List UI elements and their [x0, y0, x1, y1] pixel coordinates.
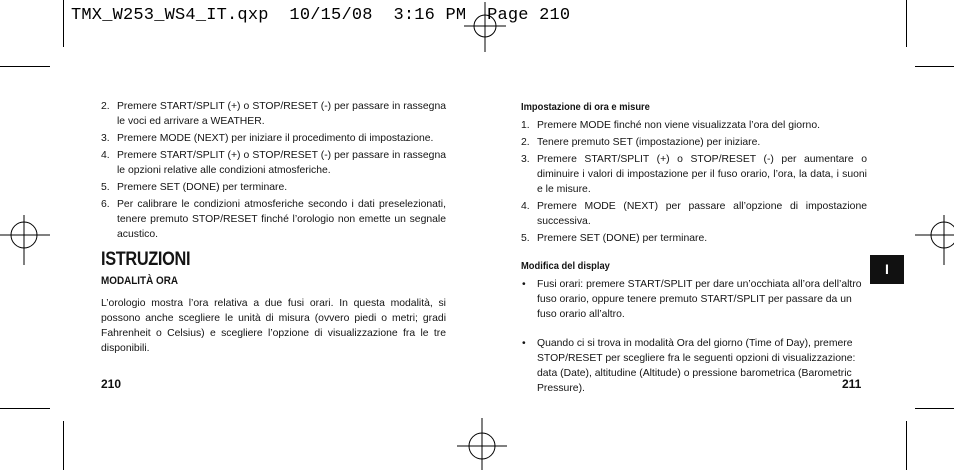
step-number: 3. — [521, 154, 530, 165]
crop-mark-bottom-left-vertical — [63, 421, 64, 470]
heading-time-settings: Impostazione di ora e misure — [521, 102, 650, 113]
step-text: Tenere premuto SET (impostazione) per iniziare. — [537, 137, 761, 148]
step-text: Premere START/SPLIT (+) o STOP/RESET (-) per aumentare o diminuire i valori di impostazione per il fuso orario, l’ora, la data, i suoni e le misure. — [537, 154, 867, 195]
crop-mark-bottom-left-horizontal — [0, 408, 50, 409]
step-number: 2. — [101, 101, 110, 112]
page-number-left: 210 — [101, 377, 122, 391]
crop-mark-bottom-right-vertical — [906, 421, 907, 470]
crop-mark-top-left-vertical — [63, 0, 64, 47]
step-text: Premere MODE finché non viene visualizzata l’ora del giorno. — [537, 120, 820, 131]
crop-mark-bottom-right-horizontal — [915, 408, 954, 409]
right-page-column — [521, 99, 867, 396]
left-page-column — [101, 99, 446, 356]
bullet-text: Quando ci si trova in modalità Ora del giorno (Time of Day), premere STOP/RESET per scegliere fra le seguenti opzioni di visualizzazione: data (Date), altitudine (Altitude) o pressione barometrica (Barometric Pressure). — [537, 338, 856, 394]
step-text: Premere SET (DONE) per terminare. — [117, 182, 288, 193]
list-item — [101, 131, 446, 146]
subheading-modalita-ora: MODALITÀ ORA — [101, 275, 178, 287]
step-number: 4. — [101, 150, 110, 161]
step-number: 6. — [101, 199, 110, 210]
registration-mark-bottom-center — [457, 418, 507, 470]
bullet-icon: • — [522, 279, 526, 290]
heading-display-change: Modifica del display — [521, 261, 610, 272]
crop-mark-top-right-horizontal — [915, 66, 954, 67]
time-settings-steps-list — [521, 118, 867, 246]
display-options-list — [521, 277, 867, 396]
step-number: 3. — [101, 133, 110, 144]
list-item — [521, 199, 867, 229]
list-item — [521, 152, 867, 197]
weather-steps-list — [101, 99, 446, 242]
list-item — [521, 277, 867, 322]
section-heading-istruzioni: ISTRUZIONI — [101, 249, 191, 270]
bullet-text: Fusi orari: premere START/SPLIT per dare un’occhiata all’ora dell’altro fuso orario, oppure tenere premuto START/SPLIT per passare da un fuso orario all’altro. — [537, 279, 862, 320]
section-spacer — [521, 248, 867, 258]
step-text: Premere MODE (NEXT) per passare all’opzione di impostazione successiva. — [537, 201, 867, 227]
list-item — [521, 118, 867, 133]
crop-mark-top-right-vertical — [906, 0, 907, 47]
registration-mark-left-middle — [0, 215, 50, 265]
step-text: Premere START/SPLIT (+) o STOP/RESET (-) per passare in rassegna le opzioni relative alle condizioni atmosferiche. — [117, 150, 446, 176]
step-number: 5. — [521, 233, 530, 244]
list-item — [101, 180, 446, 195]
step-number: 1. — [521, 120, 530, 131]
step-number: 2. — [521, 137, 530, 148]
language-tab-italian: I — [870, 255, 904, 284]
list-item — [101, 148, 446, 178]
print-slug: TMX_W253_WS4_IT.qxp 10/15/08 3:16 PM Page 210 — [71, 6, 571, 25]
list-item — [101, 197, 446, 242]
page-number-right: 211 — [842, 377, 862, 391]
step-text: Premere SET (DONE) per terminare. — [537, 233, 708, 244]
registration-mark-right-middle — [915, 215, 954, 265]
step-number: 5. — [101, 182, 110, 193]
bullet-icon: • — [522, 338, 526, 349]
list-item — [521, 135, 867, 150]
registration-mark-top-center — [464, 2, 506, 52]
step-number: 4. — [521, 201, 530, 212]
list-item — [101, 99, 446, 129]
step-text: Per calibrare le condizioni atmosferiche secondo i dati preselezionati, tenere premuto STOP/RESET finché l’orologio non emette un segnale acustico. — [117, 199, 446, 240]
list-item — [521, 231, 867, 246]
step-text: Premere MODE (NEXT) per iniziare il procedimento di impostazione. — [117, 133, 434, 144]
time-mode-description: L’orologio mostra l’ora relativa a due fusi orari. In questa modalità, si possono anche scegliere le unità di misura (ovvero piedi o metri; gradi Fahrenheit o Celsius) e scegliere l’opzione di visualizzazione fra le tre disponibili. — [101, 298, 446, 354]
crop-mark-top-left-horizontal — [0, 66, 50, 67]
list-item — [521, 336, 867, 396]
step-text: Premere START/SPLIT (+) o STOP/RESET (-) per passare in rassegna le voci ed arrivare a WEATHER. — [117, 101, 446, 127]
